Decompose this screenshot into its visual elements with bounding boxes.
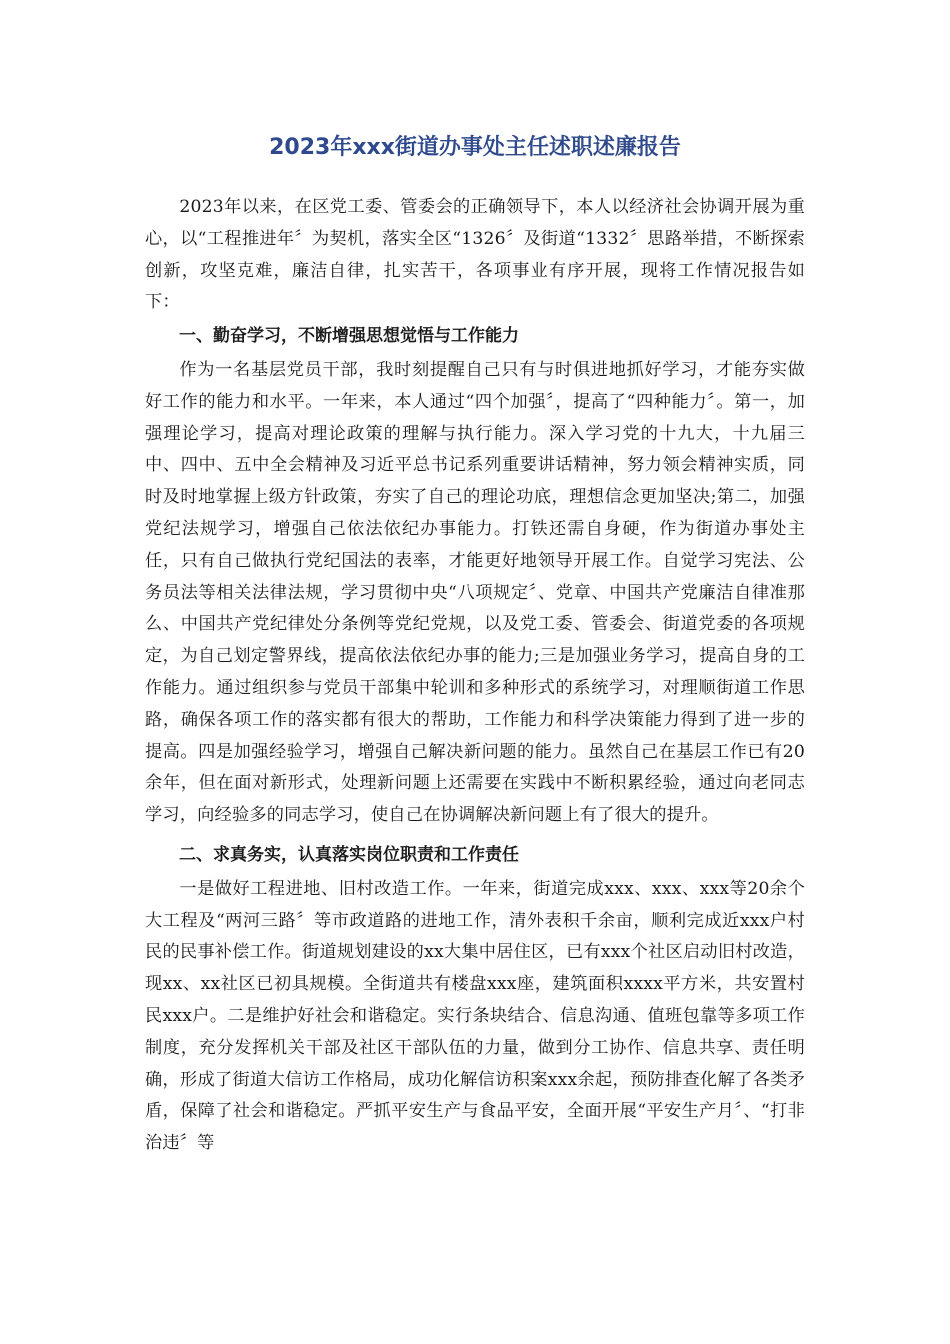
- section-2-heading: 二、求真务实，认真落实岗位职责和工作责任: [179, 844, 519, 865]
- section-2-paragraph: 一是做好工程进地、旧村改造工作。一年来，街道完成xxx、xxx、xxx等20余个大工程及“两河三路〞等市政道路的进地工作，清外表积千余亩，顺利完成近xxx户村民的民事补偿工作。街道规划建设的xx大集中居住区，已有xxx个社区启动旧村改造，现xx、xx社区已初具规模。全街道共有楼盘xxx座，建筑面积xxxx平方米，共安置村民xxx户。二是维护好社会和谐稳定。实行条块结合、信息沟通、值班包靠等多项工作制度，充分发挥机关干部及社区干部队伍的力量，做到分工协作、信息共享、责任明确，形成了街道大信访工作格局，成功化解信访积案xxx余起，预防排查化解了各类矛盾，保障了社会和谐稳定。严抓平安生产与食品平安，全面开展“平安生产月〞、“打非治违〞等: [145, 878, 805, 1154]
- document-title: 2023年xxx街道办事处主任述职述廉报告: [269, 135, 681, 160]
- intro-paragraph: 2023年以来，在区党工委、管委会的正确领导下，本人以经济社会协调开展为重心，以“工程推进年〞为契机，落实全区“1326〞及街道“1332〞思路举措，不断探索创新，攻坚克难，廉洁自律，扎实苦干，各项事业有序开展，现将工作情况报告如下：: [145, 197, 805, 313]
- section-1-heading: 一、勤奋学习，不断增强思想觉悟与工作能力: [179, 326, 519, 347]
- section-1-paragraph: 作为一名基层党员干部，我时刻提醒自己只有与时俱进地抓好学习，才能夯实做好工作的能力和水平。一年来，本人通过“四个加强〞，提高了“四种能力〞。第一，加强理论学习，提高对理论政策的理解与执行能力。深入学习党的十九大，十九届三中、四中、五中全会精神及习近平总书记系列重要讲话精神，努力领会精神实质，同时及时地掌握上级方针政策，夯实了自己的理论功底，理想信念更加坚决;第二，加强党纪法规学习，增强自己依法依纪办事能力。打铁还需自身硬，作为街道办事处主任，只有自己做执行党纪国法的表率，才能更好地领导开展工作。自觉学习宪法、公务员法等相关法律法规，学习贯彻中央“八项规定〞、党章、中国共产党廉洁自律准那么、中国共产党纪律处分条例等党纪党规，以及党工委、管委会、街道党委的各项规定，为自己划定警界线，提高依法依纪办事的能力;三是加强业务学习，提高自身的工作能力。通过组织参与党员干部集中轮训和多种形式的系统学习，对理顺街道工作思路，确保各项工作的落实都有很大的帮助，工作能力和科学决策能力得到了进一步的提高。四是加强经验学习，增强自己解决新问题的能力。虽然自己在基层工作已有20余年，但在面对新形式，处理新问题上还需要在实践中不断积累经验，通过向老同志学习，向经验多的同志学习，使自己在协调解决新问题上有了很大的提升。: [145, 359, 805, 826]
